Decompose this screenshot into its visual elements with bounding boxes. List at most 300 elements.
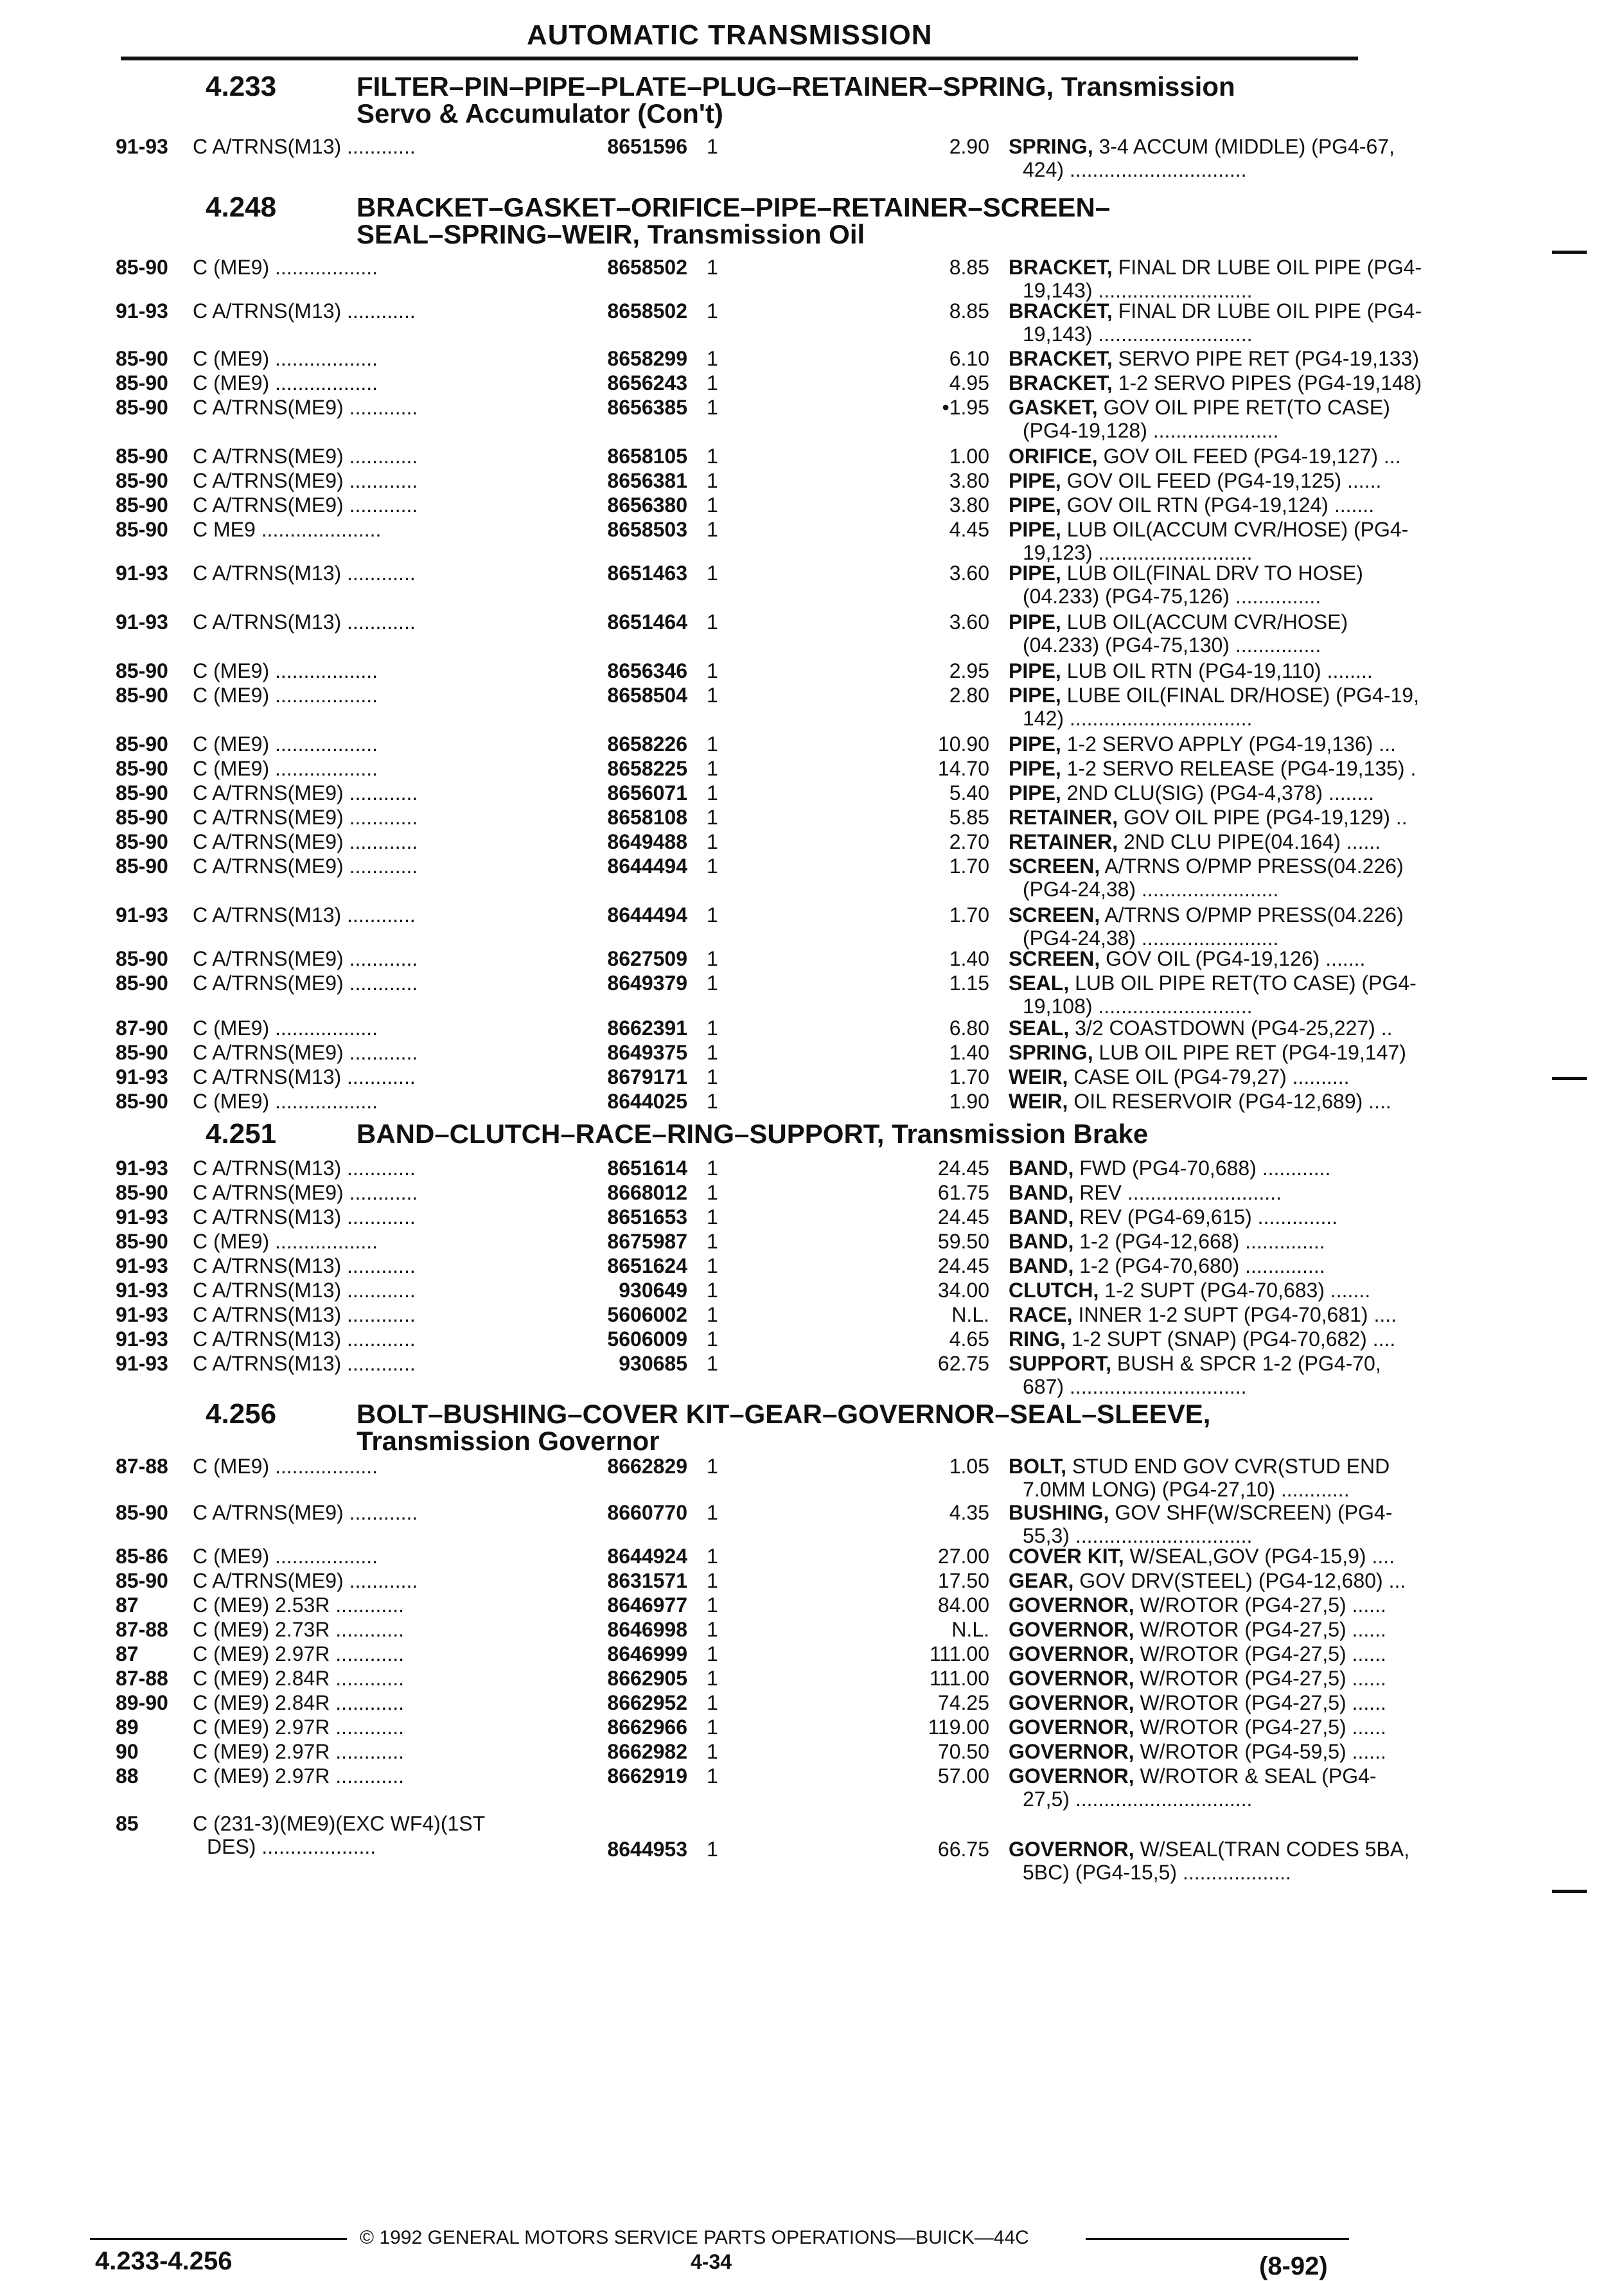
description-line (1009, 781, 1471, 804)
table-row (116, 1157, 1368, 1181)
description-line (1009, 855, 1471, 878)
model-years: 89 (116, 1716, 139, 1739)
section-title (357, 1401, 1359, 1455)
part-description (1009, 855, 1471, 901)
part-description (1009, 757, 1471, 780)
model-years: 91-93 (116, 903, 168, 927)
part-description (1009, 371, 1471, 395)
quantity: 1 (707, 732, 718, 756)
part-number: 8646999 (607, 1642, 687, 1665)
table-row (116, 947, 1368, 972)
application: C (ME9) 2.97R ............ (193, 1642, 404, 1665)
model-years: 85-90 (116, 1090, 168, 1113)
price: 17.50 (937, 1569, 989, 1592)
description-line (1009, 518, 1471, 541)
application: C (ME9) .................. (193, 732, 378, 756)
part-description (1009, 518, 1471, 564)
part-description (1009, 947, 1471, 970)
table-row (116, 1642, 1386, 1667)
quantity: 1 (707, 1455, 718, 1478)
part-name: GASKET, (1009, 396, 1098, 419)
quantity: 1 (707, 1327, 718, 1351)
description-line (1009, 1230, 1471, 1253)
part-detail: 3-4 ACCUM (MIDDLE) (PG4-67, (1099, 135, 1395, 158)
price: 111.00 (929, 1642, 989, 1665)
model-years: 90 (116, 1740, 139, 1763)
part-detail: STUD END GOV CVR(STUD END (1072, 1455, 1390, 1478)
part-detail: GOV OIL FEED (PG4-19,127) ... (1103, 445, 1401, 468)
application: C (ME9) .................. (193, 371, 378, 395)
part-number: 8651624 (607, 1254, 687, 1277)
footer-rule-left (90, 2238, 347, 2240)
model-years: 85-90 (116, 806, 168, 829)
part-description (1009, 659, 1471, 682)
model-years: 87-90 (116, 1016, 168, 1040)
table-row (116, 1181, 1368, 1205)
description-line (1009, 493, 1471, 517)
part-detail: 1-2 SUPT (PG4-70,683) ....... (1104, 1279, 1371, 1302)
description-line (1009, 947, 1471, 970)
description-line (1009, 256, 1471, 279)
description-continuation: 687) ............................... (1023, 1375, 1247, 1398)
margin-mark (1552, 1890, 1587, 1893)
table-row (116, 1764, 1377, 1811)
part-name: BAND, (1009, 1254, 1074, 1277)
section-number: 4.251 (206, 1118, 277, 1149)
quantity: 1 (707, 972, 718, 995)
price: 1.90 (949, 1090, 989, 1113)
part-number: 8631571 (607, 1569, 687, 1592)
part-description (1009, 1230, 1471, 1253)
description-continuation: 5BC) (PG4-15,5) ................... (1023, 1861, 1291, 1884)
part-description (1009, 1545, 1471, 1568)
part-description (1009, 1740, 1471, 1763)
quantity: 1 (707, 1041, 718, 1064)
part-name: GOVERNOR, (1009, 1691, 1134, 1714)
description-line (1009, 684, 1471, 707)
application: C ME9 ..................... (193, 518, 382, 541)
model-years: 87 (116, 1593, 139, 1617)
table-row (116, 903, 1404, 950)
application: C A/TRNS(M13) ............ (193, 1352, 416, 1375)
table-row (116, 1254, 1368, 1279)
table-row (116, 1327, 1396, 1352)
part-number: 8668012 (607, 1181, 687, 1204)
table-row (116, 1667, 1386, 1691)
description-line (1009, 1065, 1471, 1088)
model-years: 87-88 (116, 1618, 168, 1641)
part-description (1009, 396, 1471, 442)
table-row (116, 1812, 1410, 1884)
part-description (1009, 903, 1471, 950)
price: 3.80 (949, 493, 989, 517)
part-detail: LUB OIL PIPE RET(TO CASE) (PG4- (1075, 972, 1417, 995)
quantity: 1 (707, 347, 718, 370)
application-line: DES) .................... (207, 1835, 376, 1858)
model-years: 85-90 (116, 659, 168, 682)
table-row (116, 757, 1417, 781)
description-line (1009, 1352, 1471, 1375)
part-name: BOLT, (1009, 1455, 1067, 1478)
part-detail: REV ........................... (1079, 1181, 1282, 1204)
section-title-line: BRACKET–GASKET–ORIFICE–PIPE–RETAINER–SCREEN– (357, 192, 1111, 222)
part-name: GOVERNOR, (1009, 1716, 1134, 1739)
part-detail: 3/2 COASTDOWN (PG4-25,227) .. (1075, 1016, 1393, 1040)
part-detail: GOV DRV(STEEL) (PG4-12,680) ... (1079, 1569, 1406, 1592)
part-name: BRACKET, (1009, 256, 1113, 279)
table-row (116, 493, 1375, 518)
application: C A/TRNS(M13) ............ (193, 1205, 416, 1229)
quantity: 1 (707, 610, 718, 634)
price: N.L. (951, 1618, 989, 1641)
part-detail: FINAL DR LUBE OIL PIPE (PG4- (1118, 299, 1422, 323)
description-line (1009, 1279, 1471, 1302)
model-years: 85-90 (116, 1501, 168, 1524)
model-years: 88 (116, 1764, 139, 1788)
application: C (ME9) .................. (193, 347, 378, 370)
table-row (116, 972, 1417, 1018)
quantity: 1 (707, 396, 718, 419)
part-name: PIPE, (1009, 732, 1061, 756)
part-detail: A/TRNS O/PMP PRESS(04.226) (1104, 903, 1404, 927)
description-line (1009, 1545, 1471, 1568)
part-number: 8627509 (607, 947, 687, 970)
quantity: 1 (707, 1667, 718, 1690)
quantity: 1 (707, 830, 718, 853)
description-line (1009, 347, 1471, 370)
application: C A/TRNS(ME9) ............ (193, 493, 418, 517)
price: 3.60 (949, 562, 989, 585)
price: 70.50 (937, 1740, 989, 1763)
part-name: PIPE, (1009, 562, 1061, 585)
part-description (1009, 1205, 1471, 1229)
part-description (1009, 1327, 1471, 1351)
quantity: 1 (707, 256, 718, 279)
quantity: 1 (707, 1181, 718, 1204)
part-description (1009, 1016, 1471, 1040)
price: 24.45 (937, 1254, 989, 1277)
table-row (116, 1455, 1390, 1501)
part-detail: 1-2 SERVO RELEASE (PG4-19,135) . (1066, 757, 1417, 780)
price: 119.00 (928, 1716, 989, 1739)
application: C (ME9) 2.84R ............ (193, 1691, 404, 1714)
section-title-line: Servo & Accumulator (Con't) (357, 98, 723, 129)
table-row (116, 610, 1368, 657)
part-number: 8651464 (607, 610, 687, 634)
application: C A/TRNS(ME9) ............ (193, 445, 418, 468)
quantity: 1 (707, 1303, 718, 1326)
part-detail: W/ROTOR (PG4-27,5) ...... (1140, 1642, 1386, 1665)
part-name: SCREEN, (1009, 855, 1100, 878)
quantity: 1 (707, 1569, 718, 1592)
application: C A/TRNS(ME9) ............ (193, 855, 418, 878)
part-detail: LUB OIL RTN (PG4-19,110) ........ (1066, 659, 1373, 682)
application: C A/TRNS(ME9) ............ (193, 1041, 418, 1064)
quantity: 1 (707, 1764, 718, 1788)
part-detail: GOV SHF(W/SCREEN) (PG4- (1115, 1501, 1393, 1524)
application: C (ME9) .................. (193, 1016, 378, 1040)
part-description (1009, 1642, 1471, 1665)
model-years: 91-93 (116, 1065, 168, 1088)
description-continuation: (04.233) (PG4-75,126) ............... (1023, 585, 1321, 608)
price: 4.45 (949, 518, 989, 541)
part-name: GOVERNOR, (1009, 1618, 1134, 1641)
description-line (1009, 1740, 1471, 1763)
description-line (1009, 1303, 1471, 1326)
description-line (1009, 1667, 1471, 1690)
part-name: ORIFICE, (1009, 445, 1098, 468)
description-continuation: (PG4-24,38) ........................ (1023, 927, 1279, 950)
model-years: 85-90 (116, 396, 168, 419)
part-number: 8662982 (607, 1740, 687, 1763)
price: 84.00 (937, 1593, 989, 1617)
part-number: 8675987 (607, 1230, 687, 1253)
table-row (116, 1593, 1386, 1618)
description-line (1009, 1254, 1471, 1277)
part-detail: W/ROTOR (PG4-27,5) ...... (1140, 1618, 1386, 1641)
application: C A/TRNS(ME9) ............ (193, 806, 418, 829)
table-row (116, 732, 1396, 757)
description-line (1009, 1181, 1471, 1204)
section-title (357, 194, 1359, 248)
quantity: 1 (707, 806, 718, 829)
description-line (1009, 299, 1471, 323)
description-continuation: 19,108) ........................... (1023, 995, 1253, 1018)
section-title-line: BOLT–BUSHING–COVER KIT–GEAR–GOVERNOR–SEAL–SLEEVE, (357, 1399, 1211, 1429)
part-name: SCREEN, (1009, 903, 1100, 927)
section-title-line: BAND–CLUTCH–RACE–RING–SUPPORT, Transmission Brake (357, 1119, 1149, 1149)
part-number: 8644025 (607, 1090, 687, 1113)
table-row (116, 469, 1382, 493)
part-detail: W/ROTOR (PG4-27,5) ...... (1140, 1691, 1386, 1714)
table-row (116, 562, 1368, 608)
description-line (1009, 371, 1471, 395)
part-description (1009, 469, 1471, 492)
application: C A/TRNS(ME9) ............ (193, 830, 418, 853)
quantity: 1 (707, 371, 718, 395)
part-name: BAND, (1009, 1230, 1074, 1253)
model-years: 91-93 (116, 1205, 168, 1229)
part-name: SUPPORT, (1009, 1352, 1112, 1375)
application: C A/TRNS(M13) ............ (193, 562, 416, 585)
part-description (1009, 256, 1471, 302)
application: C (ME9) .................. (193, 1545, 378, 1568)
price: 6.10 (949, 347, 989, 370)
part-number: 8658108 (607, 806, 687, 829)
part-description (1009, 1065, 1471, 1088)
part-number: 8656381 (607, 469, 687, 492)
application: C A/TRNS(ME9) ............ (193, 947, 418, 970)
part-name: BAND, (1009, 1157, 1074, 1180)
section-number: 4.248 (206, 191, 277, 223)
part-number: 8646977 (607, 1593, 687, 1617)
part-number: 8644494 (607, 855, 687, 878)
part-number: 8662952 (607, 1691, 687, 1714)
section-title (357, 1121, 1359, 1148)
model-years: 85-90 (116, 947, 168, 970)
model-years: 91-93 (116, 1254, 168, 1277)
part-name: SEAL, (1009, 972, 1070, 995)
description-line (1009, 562, 1471, 585)
part-name: PIPE, (1009, 610, 1061, 634)
model-years: 91-93 (116, 562, 168, 585)
application: C (ME9) 2.97R ............ (193, 1740, 404, 1763)
quantity: 1 (707, 1501, 718, 1524)
application: C A/TRNS(ME9) ............ (193, 396, 418, 419)
quantity: 1 (707, 1618, 718, 1641)
application (193, 1812, 485, 1858)
part-description (1009, 830, 1471, 853)
price: 57.00 (937, 1764, 989, 1788)
description-continuation: 19,123) ........................... (1023, 541, 1253, 564)
part-description (1009, 1593, 1471, 1617)
quantity: 1 (707, 445, 718, 468)
part-description (1009, 1041, 1471, 1064)
application: C (ME9) 2.97R ............ (193, 1716, 404, 1739)
application: C A/TRNS(M13) ............ (193, 299, 416, 323)
page-header-title: AUTOMATIC TRANSMISSION (527, 19, 933, 51)
part-description (1009, 1716, 1471, 1739)
price: 1.15 (949, 972, 989, 995)
part-detail: FWD (PG4-70,688) ............ (1079, 1157, 1331, 1180)
part-name: BUSHING, (1009, 1501, 1109, 1524)
part-detail: W/SEAL,GOV (PG4-15,9) .... (1129, 1545, 1395, 1568)
price: 1.00 (949, 445, 989, 468)
part-number: 8649375 (607, 1041, 687, 1064)
price: 1.70 (949, 855, 989, 878)
table-row (116, 518, 1409, 564)
margin-mark (1552, 1077, 1587, 1080)
part-detail: 1-2 SUPT (SNAP) (PG4-70,682) .... (1071, 1327, 1396, 1351)
quantity: 1 (707, 518, 718, 541)
part-name: PIPE, (1009, 518, 1061, 541)
quantity: 1 (707, 1740, 718, 1763)
model-years: 85-90 (116, 469, 168, 492)
price: 1.40 (949, 1041, 989, 1064)
part-detail: FINAL DR LUBE OIL PIPE (PG4- (1118, 256, 1422, 279)
part-number: 8646998 (607, 1618, 687, 1641)
price: 1.05 (949, 1455, 989, 1478)
part-detail: GOV OIL PIPE (PG4-19,129) .. (1123, 806, 1408, 829)
part-name: GOVERNOR, (1009, 1593, 1134, 1617)
part-number: 5606002 (607, 1303, 687, 1326)
model-years: 85-90 (116, 256, 168, 279)
price: 14.70 (937, 757, 989, 780)
price: 2.80 (949, 684, 989, 707)
application: C A/TRNS(ME9) ............ (193, 1501, 418, 1524)
part-number: 8656380 (607, 493, 687, 517)
model-years: 85-90 (116, 445, 168, 468)
description-line (1009, 1327, 1471, 1351)
part-name: GEAR, (1009, 1569, 1074, 1592)
price: 2.90 (949, 135, 989, 158)
part-description (1009, 610, 1471, 657)
part-detail: CASE OIL (PG4-79,27) .......... (1073, 1065, 1350, 1088)
price: 59.50 (937, 1230, 989, 1253)
part-name: BAND, (1009, 1205, 1074, 1229)
part-detail: LUB OIL PIPE RET (PG4-19,147) (1099, 1041, 1406, 1064)
price: 8.85 (949, 256, 989, 279)
model-years: 85-90 (116, 757, 168, 780)
part-description (1009, 1618, 1471, 1641)
description-line (1009, 1501, 1471, 1524)
table-row (116, 659, 1373, 684)
part-number: 8644953 (607, 1838, 687, 1861)
part-description (1009, 347, 1471, 370)
application: C A/TRNS(M13) ............ (193, 1279, 416, 1302)
model-years: 91-93 (116, 1327, 168, 1351)
table-row (116, 1618, 1386, 1642)
model-years: 85-90 (116, 493, 168, 517)
part-description (1009, 1764, 1471, 1811)
quantity: 1 (707, 757, 718, 780)
part-detail: GOV OIL RTN (PG4-19,124) ....... (1066, 493, 1375, 517)
part-name: SEAL, (1009, 1016, 1070, 1040)
part-name: CLUTCH, (1009, 1279, 1099, 1302)
part-detail: W/SEAL(TRAN CODES 5BA, (1140, 1838, 1410, 1861)
quantity: 1 (707, 1716, 718, 1739)
table-row (116, 781, 1375, 806)
price: 6.80 (949, 1016, 989, 1040)
description-continuation: (PG4-19,128) ...................... (1023, 419, 1279, 442)
price: 4.95 (949, 371, 989, 395)
part-name: BRACKET, (1009, 347, 1113, 370)
application: C (ME9) .................. (193, 1090, 378, 1113)
price: 3.60 (949, 610, 989, 634)
part-number: 8651614 (607, 1157, 687, 1180)
quantity: 1 (707, 1157, 718, 1180)
part-number: 8658502 (607, 299, 687, 323)
quantity: 1 (707, 1065, 718, 1088)
quantity: 1 (707, 1838, 718, 1861)
model-years: 85 (116, 1812, 139, 1835)
description-continuation: 19,143) ........................... (1023, 279, 1253, 302)
part-description (1009, 1691, 1471, 1714)
part-description (1009, 781, 1471, 804)
description-line (1009, 1593, 1471, 1617)
model-years: 85-90 (116, 830, 168, 853)
application: C (ME9) .................. (193, 1230, 378, 1253)
footer-rule-right (1086, 2238, 1349, 2240)
price: •1.95 (942, 396, 989, 419)
application: C (ME9) 2.97R ............ (193, 1764, 404, 1788)
table-row (116, 445, 1401, 469)
price: 24.45 (937, 1205, 989, 1229)
quantity: 1 (707, 659, 718, 682)
footer-date: (8-92) (1259, 2252, 1328, 2280)
quantity: 1 (707, 135, 718, 158)
part-detail: REV (PG4-69,615) .............. (1079, 1205, 1338, 1229)
part-detail: GOV OIL FEED (PG4-19,125) ...... (1066, 469, 1382, 492)
description-continuation: 424) ............................... (1023, 158, 1247, 181)
part-description (1009, 806, 1471, 829)
model-years: 91-93 (116, 1352, 168, 1375)
part-name: SPRING, (1009, 1041, 1093, 1064)
model-years: 91-93 (116, 1279, 168, 1302)
part-number: 8658299 (607, 347, 687, 370)
price: 61.75 (937, 1181, 989, 1204)
quantity: 1 (707, 493, 718, 517)
quantity: 1 (707, 855, 718, 878)
model-years: 85-90 (116, 855, 168, 878)
part-detail: 1-2 (PG4-70,680) .............. (1079, 1254, 1325, 1277)
model-years: 85-90 (116, 781, 168, 804)
application: C (ME9) 2.84R ............ (193, 1667, 404, 1690)
part-number: 8679171 (607, 1065, 687, 1088)
description-line (1009, 806, 1471, 829)
part-detail: 1-2 SERVO PIPES (PG4-19,148) (1118, 371, 1422, 395)
part-number: 8656071 (607, 781, 687, 804)
